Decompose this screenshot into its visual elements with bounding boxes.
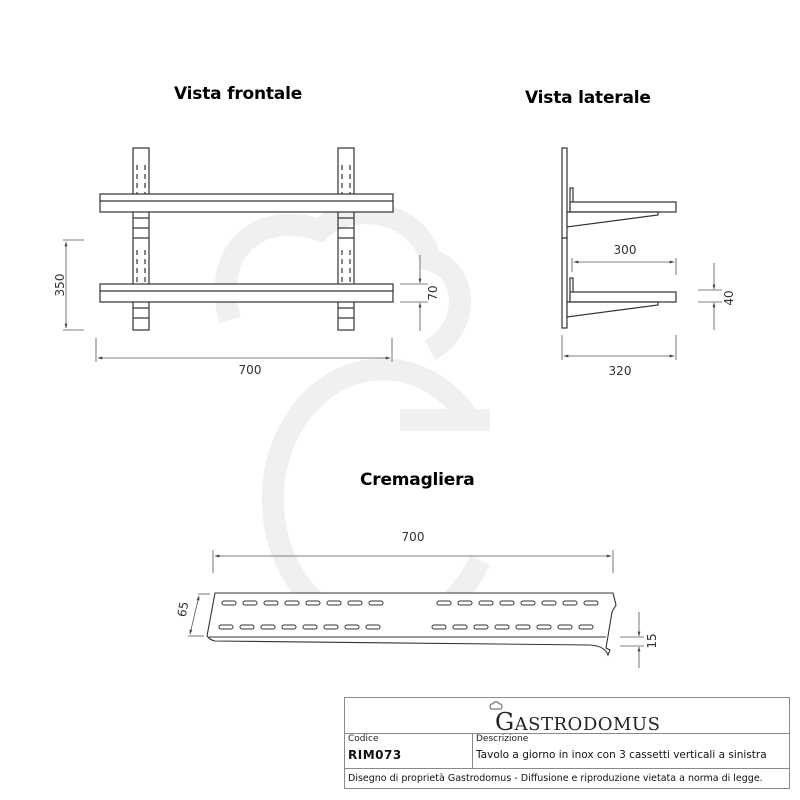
copyright-notice: Disegno di proprietà Gastrodomus - Diffusione e riproduzione vietata a norma di legge. — [348, 773, 763, 784]
rack-drawing — [207, 593, 616, 655]
brand-logo — [345, 698, 789, 734]
front-shelf-thickness-dim: 70 — [426, 285, 440, 301]
rack-height-dim: 65 — [174, 600, 192, 619]
front-view-title: Vista frontale — [174, 84, 303, 104]
rack-length-dim: 700 — [401, 530, 425, 544]
front-width-dim: 700 — [238, 363, 262, 377]
description-cell — [473, 733, 789, 769]
side-shelf-thickness-dim: 40 — [722, 290, 736, 306]
description-label: Descrizione — [476, 734, 529, 744]
side-view-title: Vista laterale — [525, 88, 651, 108]
code-cell — [345, 733, 473, 769]
title-block — [344, 697, 790, 789]
watermark-logo — [226, 213, 490, 629]
rack-flange-dim: 15 — [645, 633, 659, 649]
code-label: Codice — [348, 734, 379, 744]
description-value: Tavolo a giorno in inox con 3 cassetti verticali a sinistra — [476, 749, 767, 761]
front-height-dim: 350 — [53, 273, 67, 297]
brand-name: GASTRODOMUS — [495, 708, 661, 736]
rack-title: Cremagliera — [360, 470, 475, 490]
side-shelf-depth-dim: 300 — [613, 243, 637, 257]
code-value: RIM073 — [348, 748, 402, 762]
side-total-depth-dim: 320 — [608, 364, 632, 378]
side-view-drawing — [562, 148, 676, 328]
